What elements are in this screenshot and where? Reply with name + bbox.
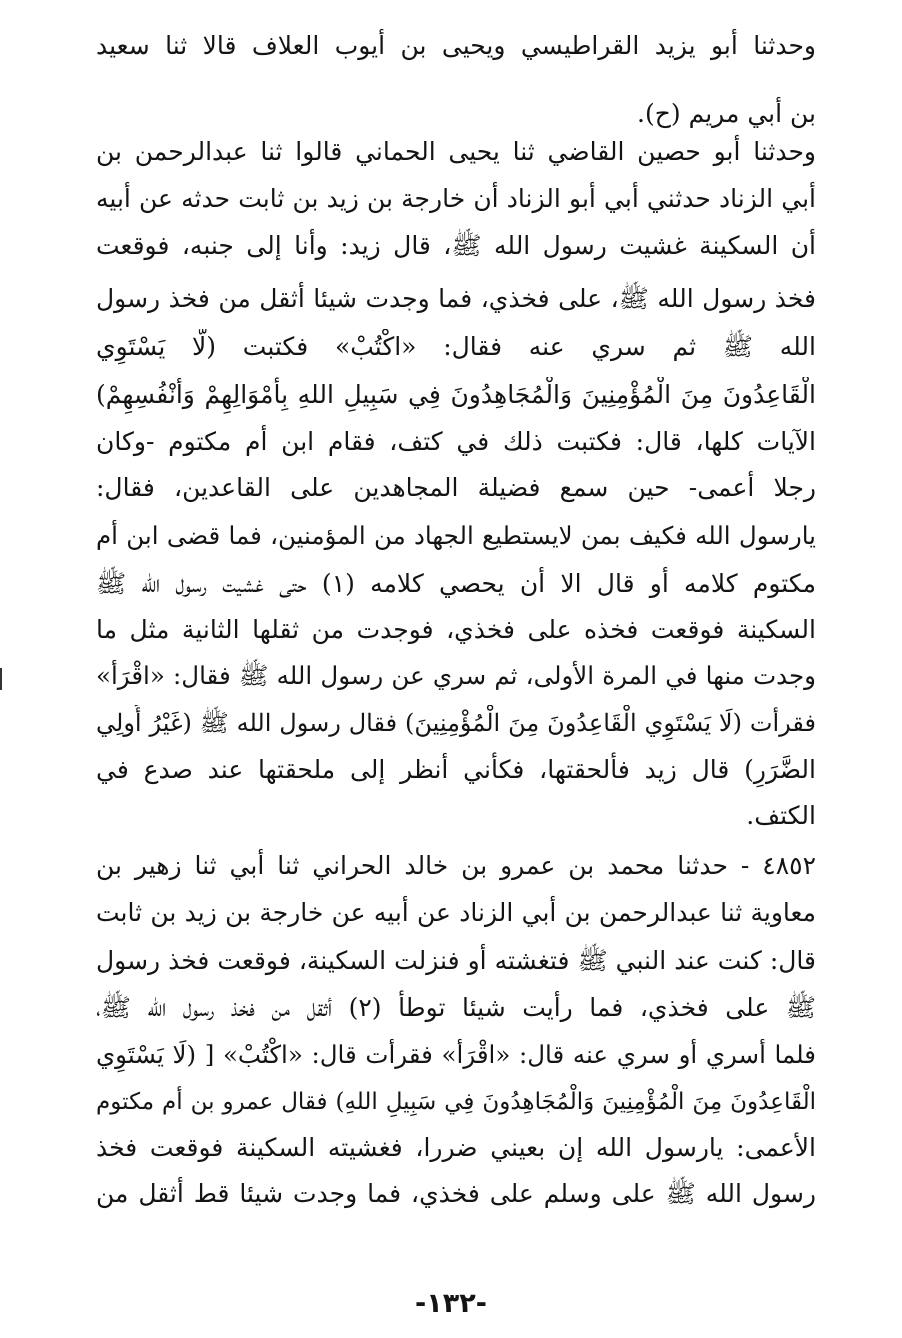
margin-mark (0, 668, 2, 690)
text-line: يارسول الله فكيف بمن لايستطيع الجهاد من المؤمنين، فما قضى ابن أم (96, 521, 816, 550)
text-line: رسول الله ﷺ على وسلم على فخذي، فما وجدت شيئا قط أثقل من (96, 1179, 816, 1208)
text-line: معاوية ثنا عبدالرحمن بن أبي الزناد عن أبيه عن خارجة بن زيد بن ثابت (96, 898, 816, 927)
text-line: الْقَاعِدُونَ مِنَ الْمُؤْمِنِينَ وَالْمُجَاهِدُونَ فِي سَبِيلِ اللهِ بِأَمْوَالِهِمْ وَأَنْفُسِهِمْ) (96, 380, 816, 409)
text-line: فلما أسري أو سري عنه قال: «اقْرَأْ» فقرأت قال: «اكْتُبْ» [ (لَا يَسْتَوِي (96, 1040, 816, 1069)
text-line: فخذ رسول الله ﷺ، على فخذي، فما وجدت شيئا أثقل من فخذ رسول (96, 284, 816, 313)
text-line: وحدثنا أبو حصين القاضي ثنا يحيى الحماني قالوا ثنا عبدالرحمن بن (96, 137, 816, 166)
text-line: بن أبي مريم (ح). (637, 99, 816, 128)
text-line: ٤٨٥٢ - حدثنا محمد بن عمرو بن خالد الحراني ثنا أبي ثنا زهير بن (96, 851, 816, 880)
text-line: الكتف. (746, 801, 816, 830)
text-line: فقرأت (لَا يَسْتَوِي الْقَاعِدُونَ مِنَ الْمُؤْمِنِينَ) فقال رسول الله ﷺ (غَيْرُ أُولِي (96, 709, 816, 737)
text-line: وجدت منها في المرة الأولى، ثم سري عن رسول الله ﷺ فقال: «اقْرَأْ» (96, 661, 816, 690)
text-line: أن السكينة غشيت رسول الله ﷺ، قال زيد: وأنا إلى جنبه، فوقعت (96, 231, 816, 260)
text-line: وحدثنا أبو يزيد القراطيسي ويحيى بن أيوب العلاف قالا ثنا سعيد (96, 31, 816, 60)
text-line: الآيات كلها، قال: فكتبت ذلك في كتف، فقام ابن أم مكتوم -وكان (96, 427, 816, 456)
text-line: الضَّرَرِ) قال زيد فألحقتها، فكأني أنظر إلى ملحقتها عند صدع في (96, 755, 816, 784)
text-line: قال: كنت عند النبي ﷺ فتغشته أو فنزلت السكينة، فوقعت فخذ رسول (96, 946, 816, 975)
text-line: رجلا أعمى- حين سمع فضيلة المجاهدين على القاعدين، فقال: (96, 473, 816, 502)
text-line: الْقَاعِدُونَ مِنَ الْمُؤْمِنِينَ وَالْمُجَاهِدُونَ فِي سَبِيلِ اللهِ) فقال عمرو بن أم مكتوم (96, 1089, 816, 1115)
page-number: -١٣٢- (415, 1288, 487, 1319)
text-line: مكتوم كلامه أو قال الا أن يحصي كلامه (١) حتى غشيت رسول الله ﷺ (96, 569, 816, 598)
text-line: ﷺ على فخذي، فما رأيت شيئا توطأ (٢) أثقل من فخذ رسول الله ﷺ، (96, 993, 816, 1022)
text-line: السكينة فوقعت فخذه على فخذي، فوجدت من ثقلها الثانية مثل ما (96, 615, 816, 644)
text-line: الأعمى: يارسول الله إن بعيني ضررا، فغشيته السكينة فوقعت فخذ (96, 1133, 816, 1162)
text-line: الله ﷺ ثم سري عنه فقال: «اكْتُبْ» فكتبت (لَّا يَسْتَوِي (96, 332, 816, 361)
text-line: أبي الزناد حدثني أبي أبو الزناد أن خارجة بن زيد بن ثابت حدثه عن أبيه (96, 184, 816, 213)
